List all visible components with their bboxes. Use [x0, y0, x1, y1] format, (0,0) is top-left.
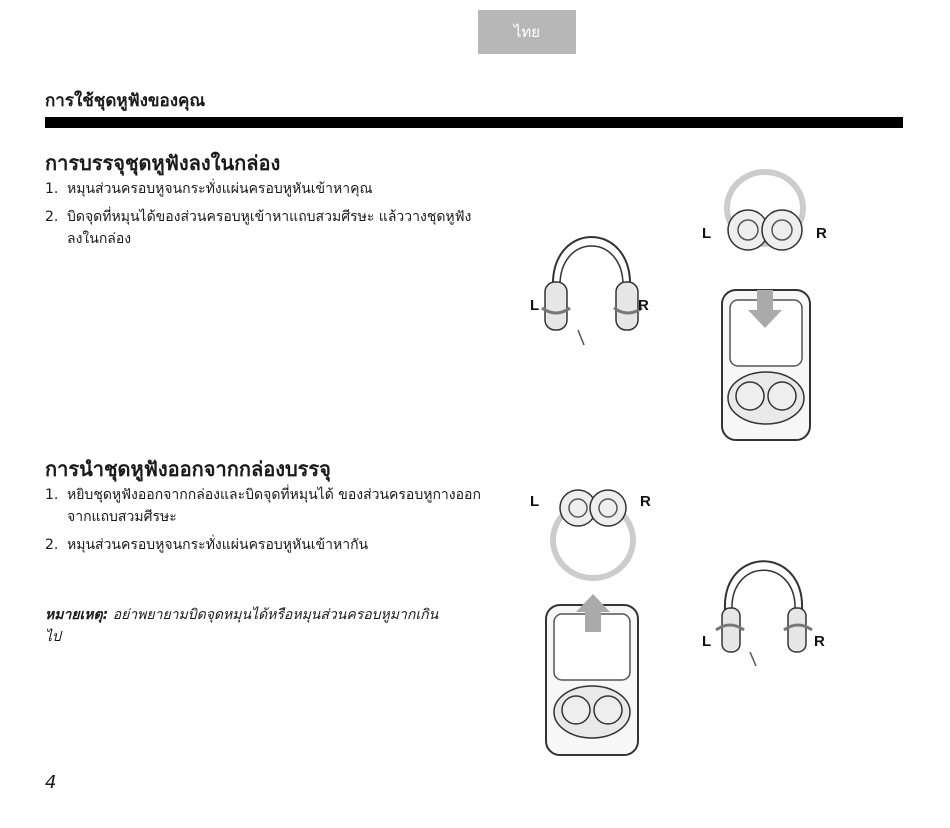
- list-item: [45, 484, 485, 528]
- packing-steps: [45, 178, 485, 256]
- right-label: R: [640, 493, 651, 510]
- step-number: 1.: [45, 487, 59, 503]
- left-label: L: [702, 633, 712, 650]
- step-text: หมุนส่วนครอบหูจนกระทั่งแผ่นครอบหูหันเข้าหากัน: [67, 537, 369, 553]
- section-title-packing: การบรรจุชุดหูฟังลงในกล่อง: [45, 151, 281, 175]
- step-text: หยิบชุดหูฟังออกจากกล่องและบิดจุดที่หมุนได้ ของส่วนครอบหูกางออกจากแถบสวมศีรษะ: [67, 487, 481, 525]
- title-rule: [45, 117, 903, 128]
- step-text: บิดจุดที่หมุนได้ของส่วนครอบหูเข้าหาแถบสวมศีรษะ แล้ววางชุดหูฟังลงในกล่อง: [67, 209, 472, 247]
- page-title: การใช้ชุดหูฟังของคุณ: [45, 91, 206, 111]
- note-text: อย่าพยายามบิดจุดหมุนได้หรือหมุนส่วนครอบหูมากเกินไป: [45, 607, 439, 645]
- right-label: R: [816, 225, 827, 242]
- list-item: [45, 534, 485, 556]
- step-number: 2.: [45, 537, 59, 553]
- headphones-into-case-illustration: [700, 160, 830, 445]
- headphones-out-of-case-illustration: [528, 480, 658, 760]
- list-item: [45, 206, 485, 250]
- note-label: หมายเหตุ:: [45, 607, 109, 623]
- language-tab: ไทย: [478, 10, 576, 54]
- right-label: R: [638, 297, 649, 314]
- section-title-unpacking: การนำชุดหูฟังออกจากกล่องบรรจุ: [45, 457, 331, 481]
- note: [45, 604, 445, 648]
- step-number: 2.: [45, 209, 59, 225]
- right-label: R: [814, 633, 825, 650]
- list-item: [45, 178, 485, 200]
- headphones-rotate-illustration: [528, 210, 658, 350]
- headphones-cups-facing-illustration: [700, 540, 830, 670]
- page-number: 4: [45, 772, 57, 793]
- left-label: L: [530, 297, 540, 314]
- step-number: 1.: [45, 181, 59, 197]
- step-text: หมุนส่วนครอบหูจนกระทั่งแผ่นครอบหูหันเข้าหาคุณ: [67, 181, 373, 197]
- unpacking-steps: [45, 484, 485, 562]
- left-label: L: [702, 225, 712, 242]
- left-label: L: [530, 493, 540, 510]
